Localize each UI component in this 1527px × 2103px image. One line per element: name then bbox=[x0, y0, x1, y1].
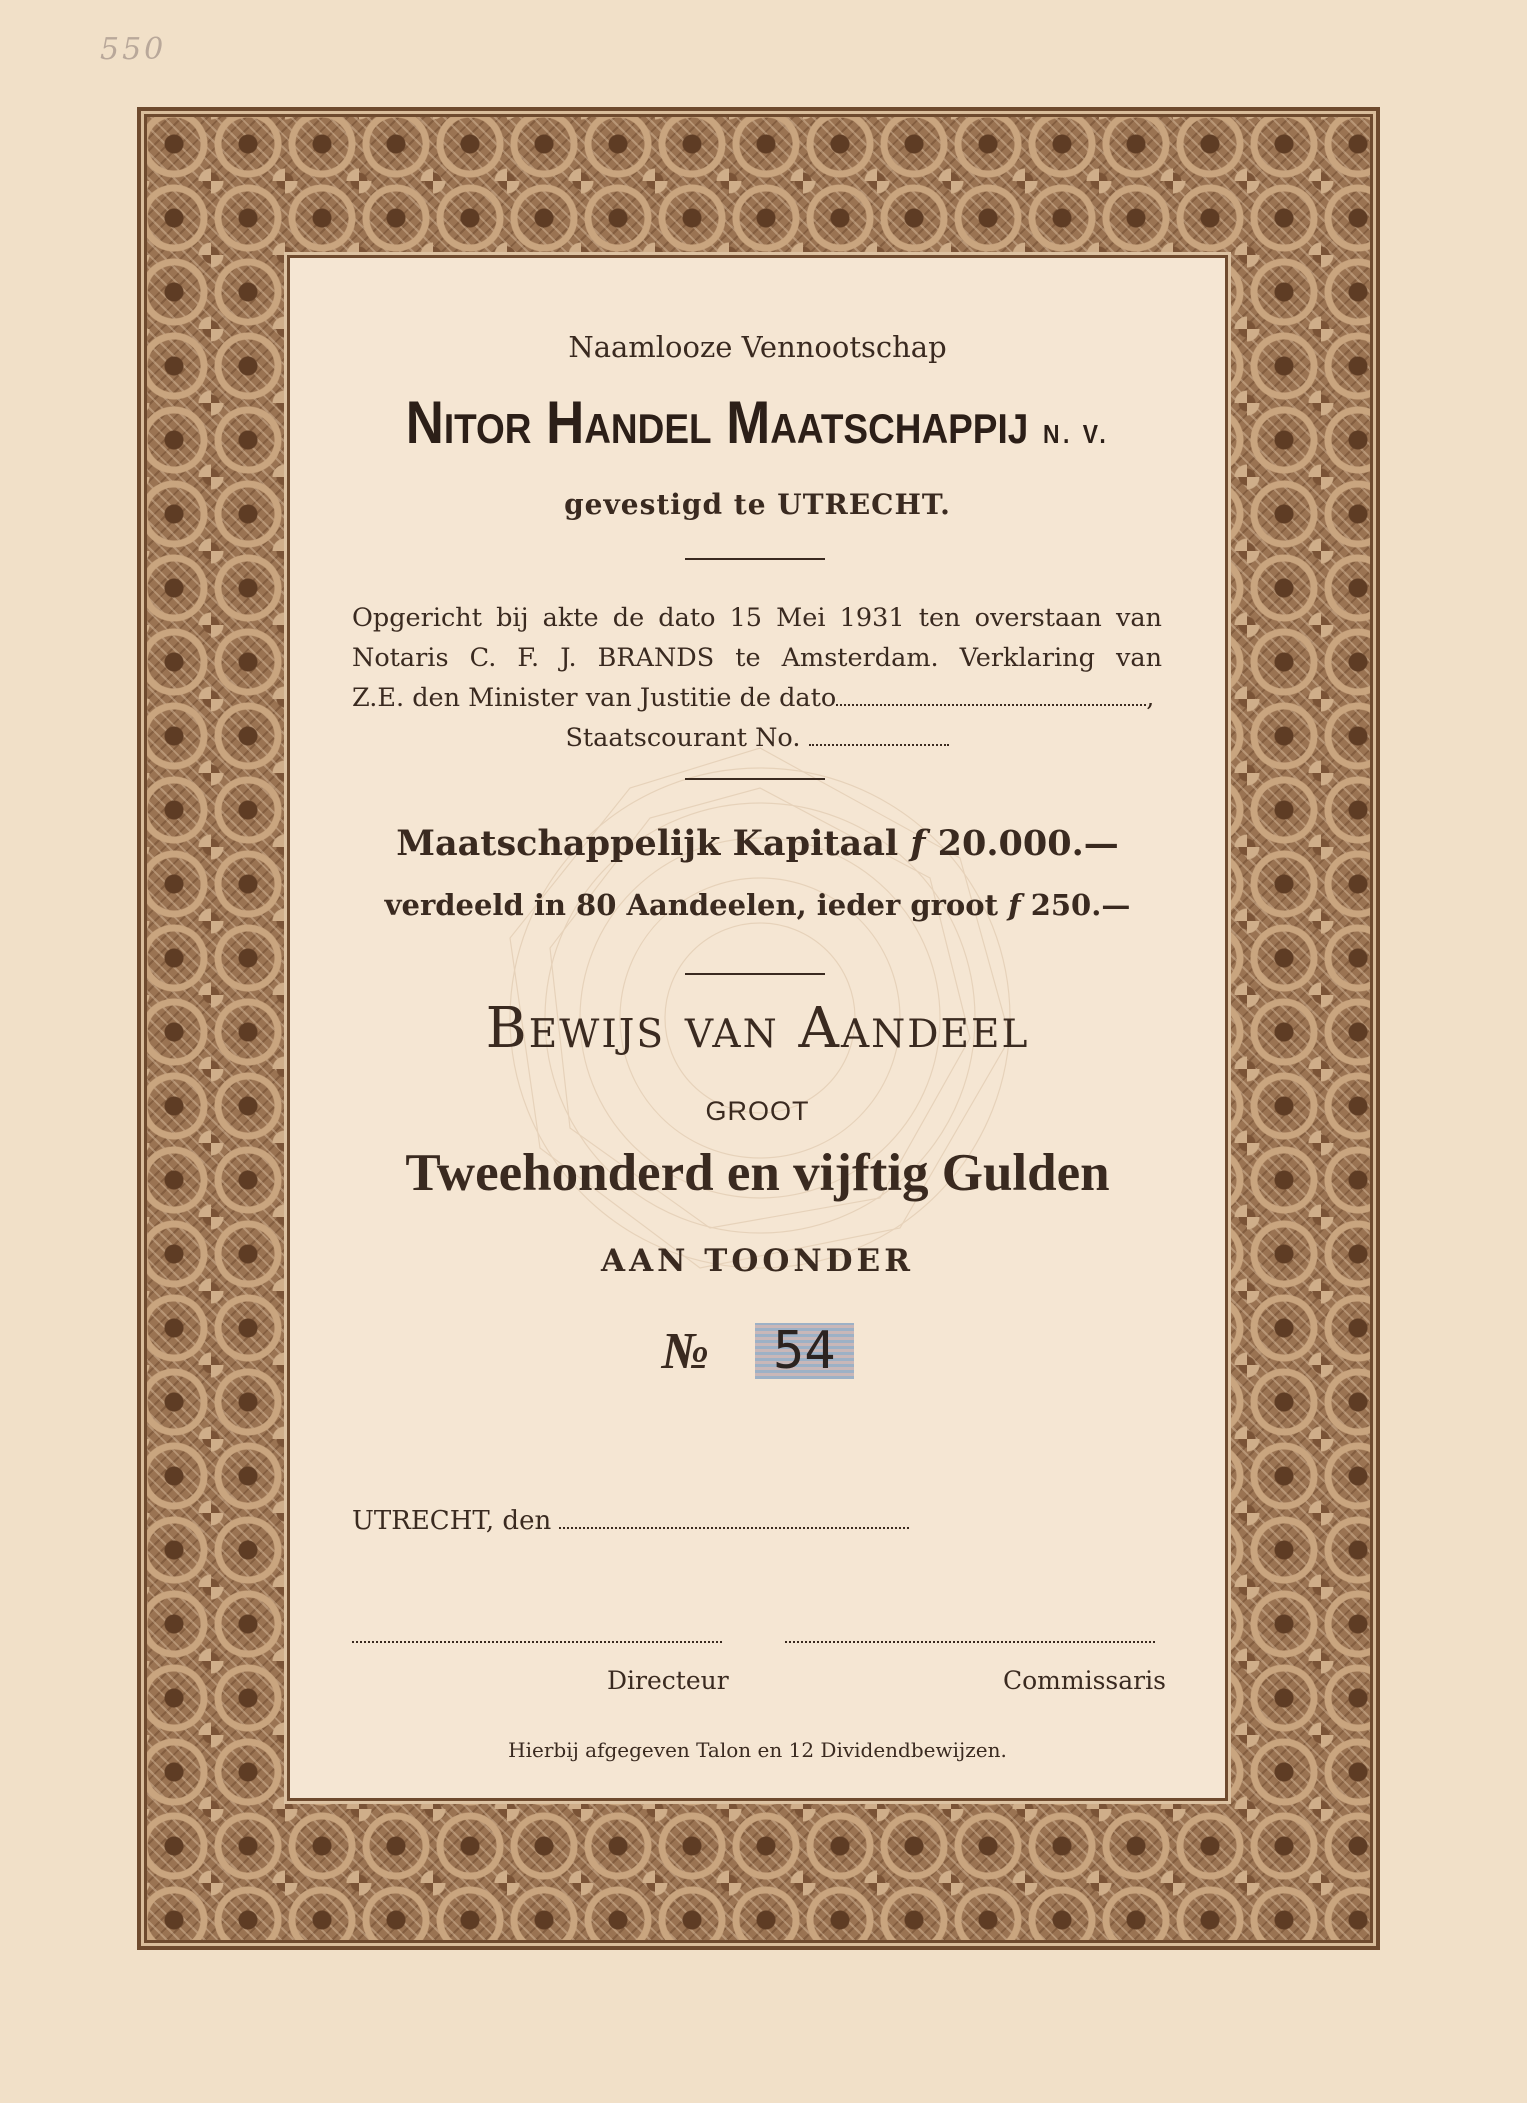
founding-line-1: Opgericht bij akte de dato 15 Mei 1931 ten overstaan van bbox=[352, 603, 1162, 633]
document-title: Bewijs van Aandeel bbox=[485, 996, 1030, 1061]
company-type: Naamlooze Vennootschap bbox=[568, 330, 947, 364]
company-seat: gevestigd te UTRECHT. bbox=[564, 488, 951, 521]
staatscourant-blank bbox=[809, 726, 949, 746]
shares-label: verdeeld in 80 Aandeelen, ieder groot bbox=[384, 888, 998, 922]
founding-line-3-end: , bbox=[1146, 683, 1155, 713]
capital-amount: 20.000.— bbox=[937, 823, 1119, 864]
shares-currency: f bbox=[1008, 888, 1021, 922]
company-name-line bbox=[346, 388, 1169, 457]
founding-line-4 bbox=[352, 718, 1162, 758]
founding-line-2: Notaris C. F. J. BRANDS te Amsterdam. Verklaring van bbox=[352, 643, 1162, 673]
divider-1 bbox=[685, 558, 825, 560]
place-date-row bbox=[352, 1506, 909, 1536]
founding-line-3 bbox=[352, 678, 1162, 718]
groot-label: GROOT bbox=[705, 1096, 810, 1126]
number-symbol: № bbox=[661, 1323, 710, 1380]
divider-2 bbox=[685, 778, 825, 780]
place-date-label: UTRECHT, den bbox=[352, 1506, 552, 1536]
capital-line bbox=[290, 823, 1225, 864]
signature-label-left: Directeur bbox=[607, 1666, 729, 1695]
date-blank bbox=[836, 686, 1146, 706]
signature-line-left bbox=[352, 1641, 722, 1643]
bearer-label: AAN TOONDER bbox=[601, 1243, 914, 1279]
founding-paragraph bbox=[352, 598, 1162, 758]
shares-amount: 250.— bbox=[1030, 888, 1131, 922]
company-suffix: N. V. bbox=[1042, 419, 1110, 449]
signature-label-right: Commissaris bbox=[1003, 1666, 1166, 1695]
pencil-annotation: 550 bbox=[100, 32, 167, 67]
footer-note: Hierbij afgegeven Talon en 12 Dividendbewijzen. bbox=[508, 1738, 1007, 1762]
certificate-number-row bbox=[290, 1322, 1225, 1381]
capital-currency: f bbox=[910, 823, 926, 864]
founding-line-3-text: Z.E. den Minister van Justitie de dato bbox=[352, 683, 837, 713]
amount-in-words: Tweehonderd en vijftig Gulden bbox=[405, 1144, 1110, 1202]
place-date-blank bbox=[559, 1509, 909, 1529]
company-name: Nitor Handel Maatschappij bbox=[405, 389, 1029, 456]
staatscourant-label: Staatscourant No. bbox=[565, 723, 801, 753]
signature-line-right bbox=[785, 1641, 1155, 1643]
certificate-body bbox=[290, 258, 1225, 1798]
divider-3 bbox=[685, 973, 825, 975]
shares-line bbox=[290, 888, 1225, 922]
certificate-number: 54 bbox=[755, 1323, 854, 1379]
capital-label: Maatschappelijk Kapitaal bbox=[396, 823, 899, 864]
